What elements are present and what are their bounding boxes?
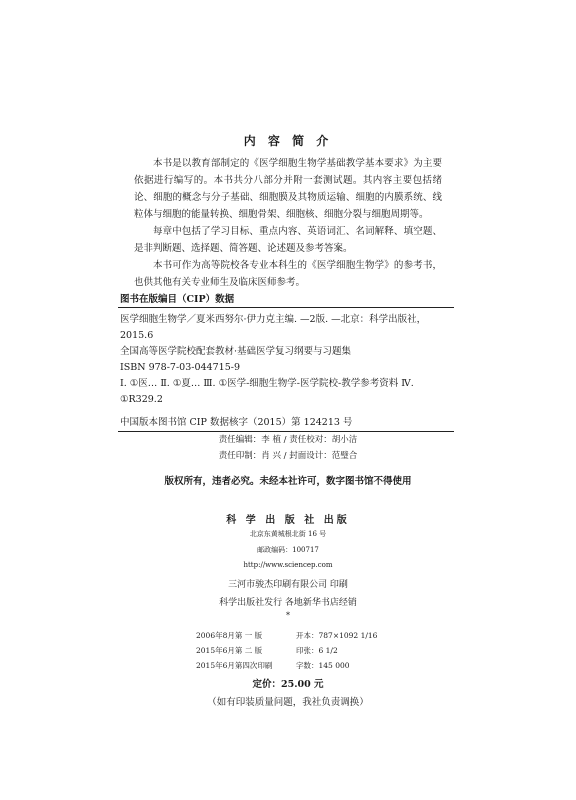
- publisher-address: 北京东黄城根北街 16 号: [249, 530, 327, 538]
- edition-detail: 开本：787×1092 1/16: [296, 631, 378, 640]
- intro-paragraph-2: 每章中包括了学习目标、重点内容、英语词汇、名词解释、填空题、是非判断题、选择题、简答题、论述题及参考答案。: [134, 226, 442, 254]
- edition-detail: 印张：6 1/2: [296, 646, 338, 655]
- publisher-name: 科 学 出 版 社 出版: [226, 515, 350, 526]
- divider: [118, 307, 454, 308]
- intro-paragraph-1: 本书是以教育部制定的《医学细胞生物学基础教学基本要求》为主要依据进行编写的。本书共分八部分并附一套测试题。其内容主要包括绪论、细胞的概念与分子基础、细胞膜及其物质运输、细胞的内膜系统、线粒体与细胞的能量转换、细胞骨架、细胞核、细胞分裂与细胞周期等。: [134, 158, 442, 220]
- edition-detail: 字数：145 000: [296, 661, 350, 670]
- cip-record-number: 中国版本图书馆 CIP 数据核字（2015）第 124213 号: [120, 417, 353, 428]
- cip-line-4: Ⅰ. ①医… Ⅱ. ①夏… Ⅲ. ①医学-细胞生物学-医学院校-教学参考资料 Ⅳ. ①R329.2: [120, 378, 414, 405]
- publisher-postcode: 邮政编码：100717: [257, 546, 319, 554]
- edition-date: 2015年6月第四次印刷: [196, 661, 273, 670]
- price: 定价：25.00 元: [252, 679, 324, 690]
- cip-line-3: ISBN 978-7-03-044715-9: [120, 362, 240, 373]
- edition-date: 2006年8月第 一 版: [196, 631, 263, 640]
- edition-row: [196, 658, 377, 673]
- cip-block: [120, 312, 452, 408]
- staff-credits: [0, 432, 576, 464]
- cip-heading: 图书在版编目（CIP）数据: [120, 294, 235, 305]
- edition-date: 2015年6月第 二 版: [196, 646, 263, 655]
- separator-star: *: [286, 611, 290, 620]
- rights-notice: 版权所有，违者必究。未经本社许可，数字图书馆不得使用: [164, 476, 412, 487]
- printer: 三河市骏杰印刷有限公司 印刷: [228, 580, 348, 590]
- intro-section: [134, 155, 442, 291]
- publisher-website: http://www.sciencep.com: [243, 561, 333, 569]
- distribution: 科学出版社发行 各地新华书店经销: [219, 598, 357, 608]
- staff-line-1: 责任编辑：李 植 / 责任校对：胡小洁: [218, 435, 358, 445]
- page-title: 内 容 简 介: [243, 134, 333, 148]
- intro-paragraph-3: 本书可作为高等院校各专业本科生的《医学细胞生物学》的参考书，也供其他有关专业师生及临床医师参考。: [134, 260, 442, 288]
- edition-row: [196, 643, 377, 658]
- edition-row: [196, 628, 377, 643]
- cip-line-2: 全国高等医学院校配套教材·基础医学复习纲要与习题集: [120, 346, 352, 357]
- staff-line-2: 责任印制：肖 兴 / 封面设计：范璧合: [218, 451, 358, 461]
- edition-info: [196, 628, 377, 673]
- quality-note: （如有印装质量问题，我社负责调换）: [207, 697, 369, 708]
- cip-line-1: 医学细胞生物学／夏米西努尔·伊力克主编. —2版. —北京：科学出版社，2015.6: [120, 314, 427, 341]
